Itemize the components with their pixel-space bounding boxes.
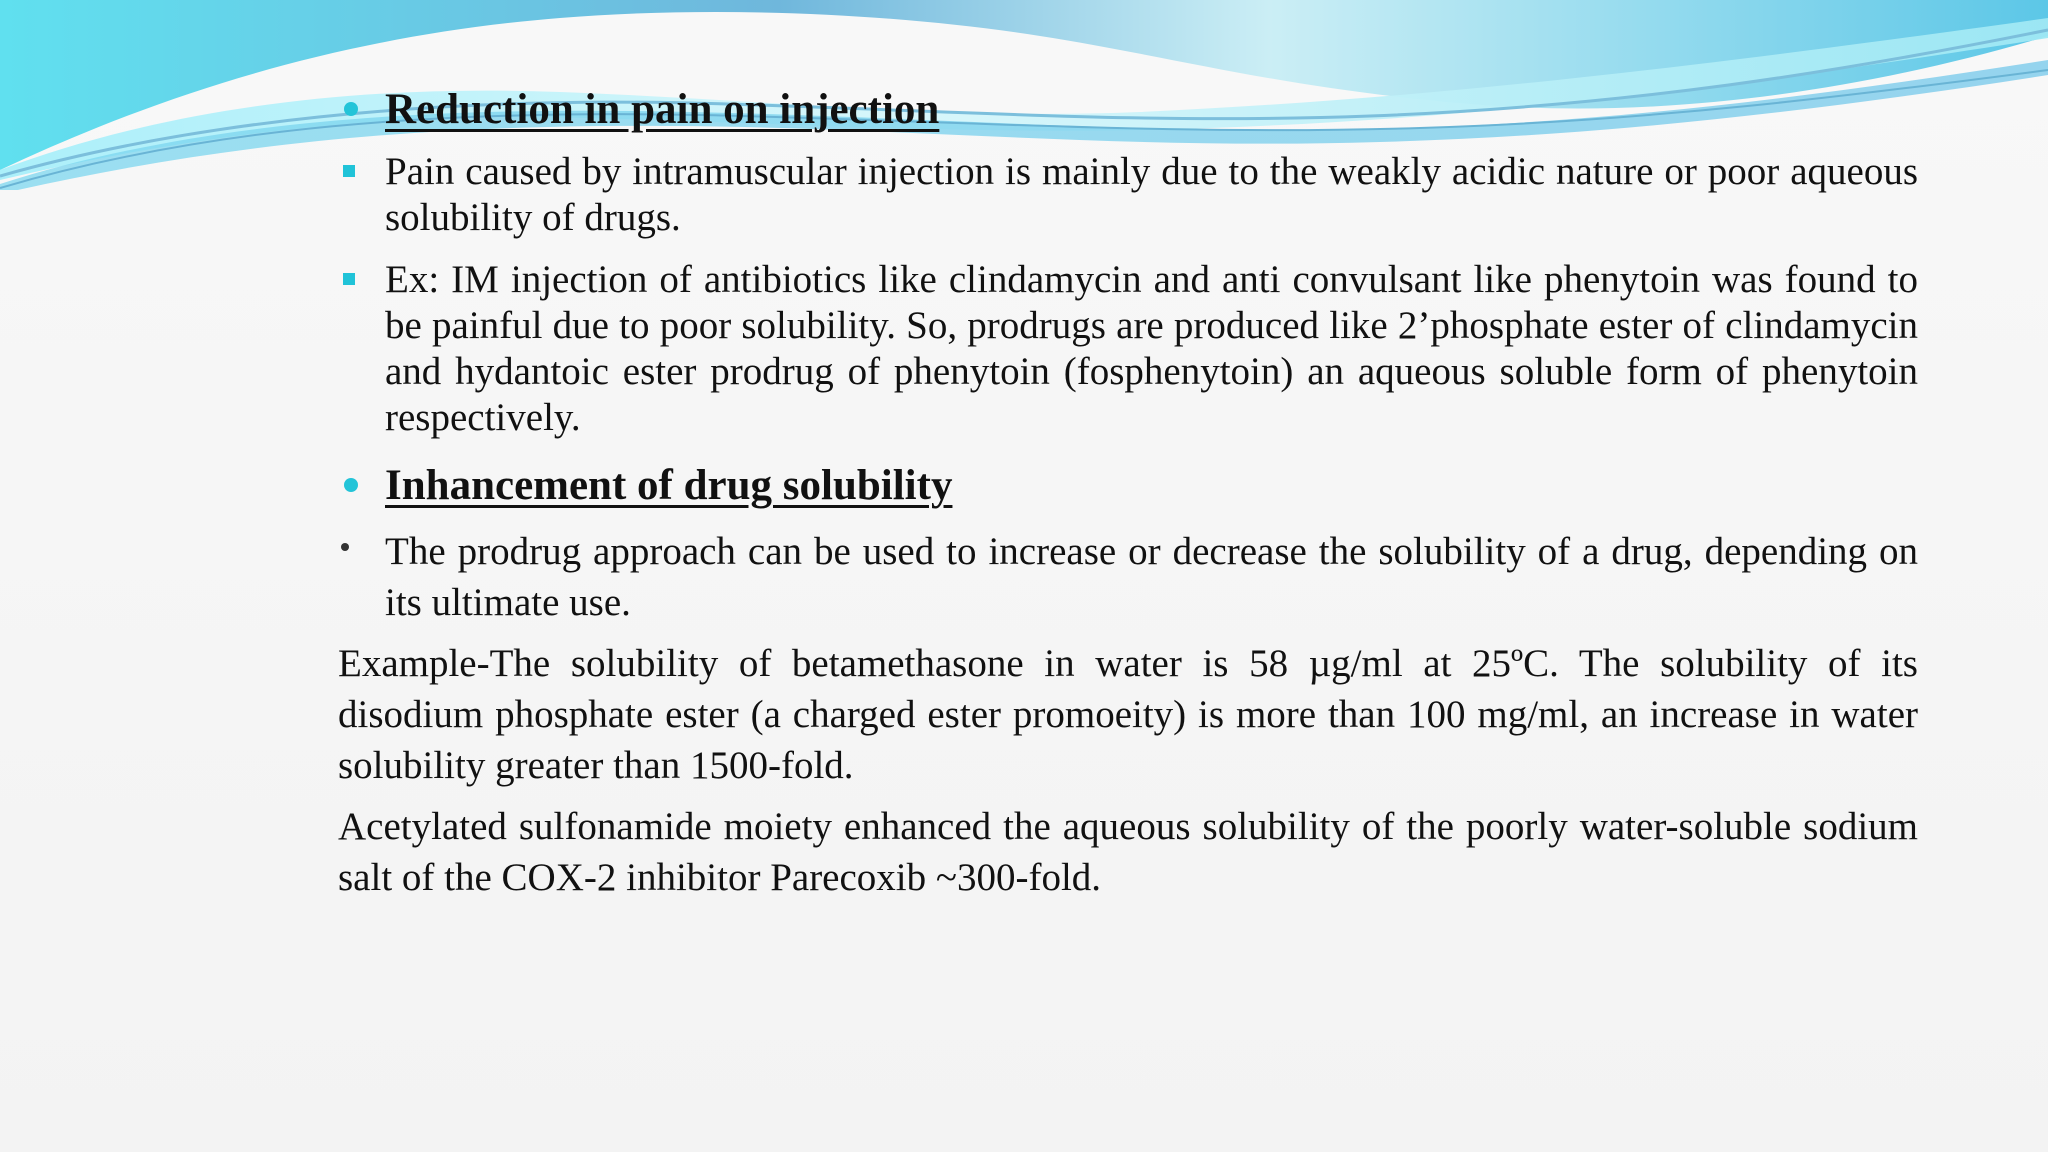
- square-bullet-icon: [343, 273, 355, 285]
- bullet-text: Ex: IM injection of antibiotics like clindamycin and anti convulsant like phenytoin was found to be painful due to poor solubility. So, prodrugs are produced like 2’phosphate ester of clindamycin and hydantoic ester prodrug of phenytoin (fosphenytoin) an aqueous soluble form of phenytoin respectively.: [385, 258, 1918, 439]
- paragraph-example: Example-The solubility of betamethasone in water is 58 µg/ml at 25ºC. The solubility of its disodium phosphate ester (a charged ester promoeity) is more than 100 mg/ml, an increase in water solubility greater than 1500-fold.: [338, 642, 1918, 787]
- heading-text: Reduction in pain on injection: [385, 86, 940, 133]
- bullet-item-pain-cause: [338, 149, 1918, 241]
- section-heading-pain: [338, 84, 1918, 136]
- section-heading-solubility: [338, 460, 1918, 512]
- slide-content: [338, 84, 1918, 903]
- bullet-text: Pain caused by intramuscular injection is mainly due to the weakly acidic nature or poor aqueous solubility of drugs.: [385, 150, 1918, 239]
- paragraph-acetylated: Acetylated sulfonamide moiety enhanced the aqueous solubility of the poorly water-soluble sodium salt of the COX-2 inhibitor Parecoxib ~300-fold.: [338, 805, 1918, 899]
- bullet-item-prodrug-approach: [338, 526, 1918, 628]
- bullet-text: The prodrug approach can be used to increase or decrease the solubility of a drug, depending on its ultimate use.: [385, 530, 1918, 624]
- heading-text: Inhancement of drug solubility: [385, 462, 953, 509]
- heading-bullet-icon: [344, 478, 358, 492]
- square-bullet-icon: [343, 165, 355, 177]
- dot-bullet-icon: [341, 543, 349, 551]
- bullet-item-example: [338, 257, 1918, 441]
- heading-bullet-icon: [344, 102, 358, 116]
